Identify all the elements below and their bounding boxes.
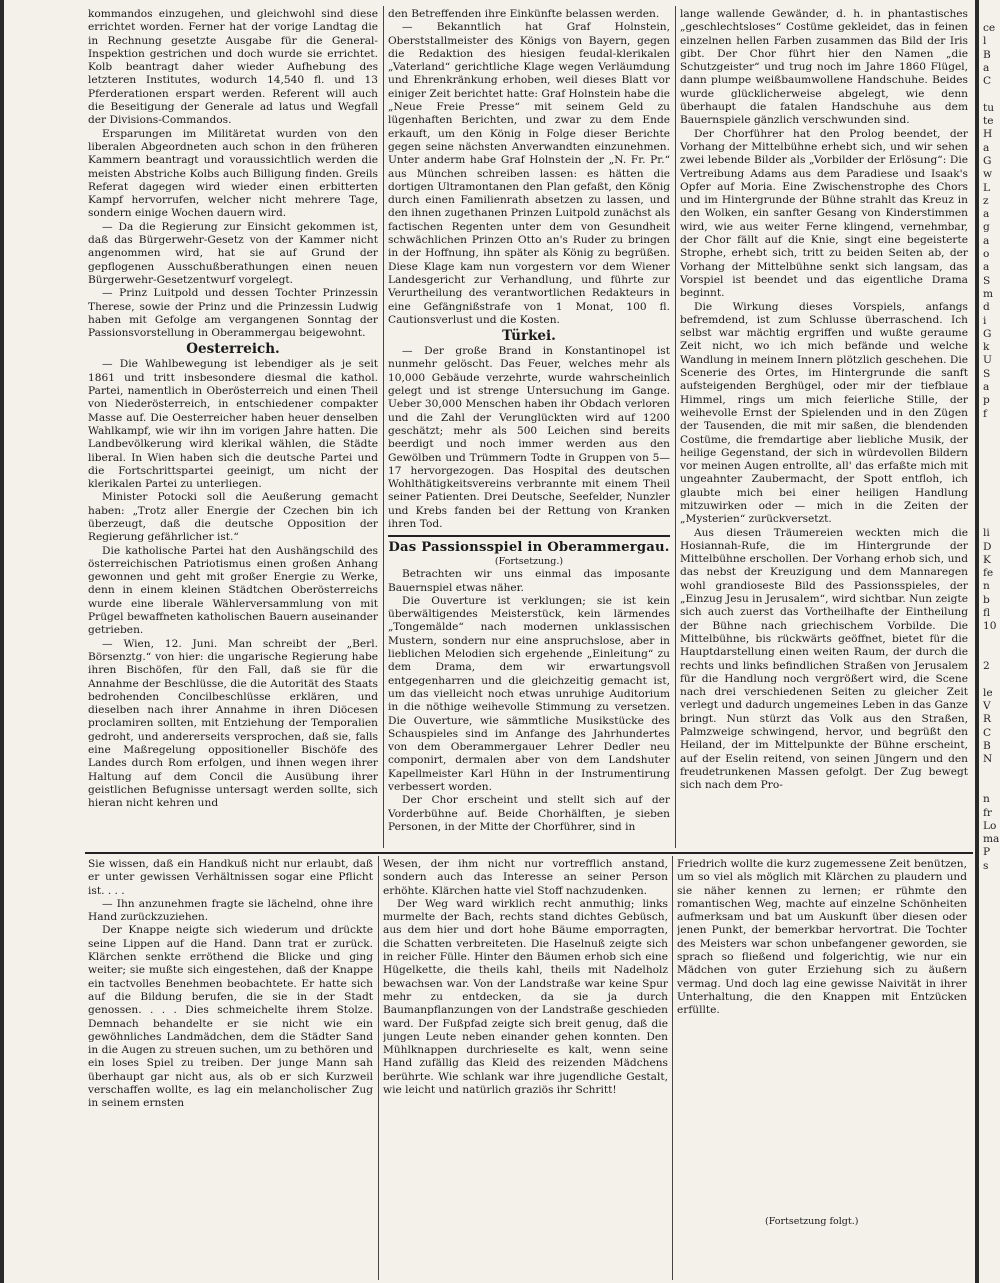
paragraph: Die katholische Partei hat den Aushängschild des österreichischen Patriotismus einen großen Anhang gewonnen und geht mit großer Energie zu Werke, denn in einem kleinen Städtchen Oberösterreichs wurde eine liberale Wählerversammlung von mit Prügel bewaffneten katholischen Bauern auseinander getrieben. (88, 544, 378, 637)
edge-fragment (983, 780, 1000, 793)
paragraph: Betrachten wir uns einmal das imposante Bauernspiel etwas näher. (388, 568, 670, 594)
section-heading-oesterreich: Oesterreich. (186, 341, 280, 358)
neighbour-page-fragments (983, 22, 1000, 1272)
edge-fragment: C (983, 75, 992, 88)
edge-fragment: z (983, 194, 989, 207)
paragraph: den Betreffenden ihre Einkünfte belassen werden. (388, 8, 660, 20)
edge-fragment: tu (983, 101, 995, 114)
edge-fragment: l (983, 35, 987, 48)
edge-fragment: m (983, 287, 994, 300)
column-divider (672, 856, 673, 1280)
serial-column-3 (677, 858, 967, 1218)
edge-fragment: i (983, 314, 987, 327)
edge-fragment: s (983, 859, 989, 872)
edge-fragment: D (983, 540, 992, 553)
edge-fragment (983, 448, 1000, 461)
edge-fragment: G (983, 154, 992, 167)
column-1 (88, 8, 378, 848)
paragraph: — Da die Regierung zur Einsicht gekommen ist, daß das Bürgerwehr-Gesetz von der Kammer nicht angenommen wird, hat sie auf Grund der gepflogenen Ausschußberathungen einen neuen Bürgerwehr-Gesetzentwurf vorgelegt. (88, 220, 378, 286)
paragraph: — Bekanntlich hat Graf Holnstein, Oberststallmeister des Königs von Bayern, gegen die Redaktion des hiesigen feudal-klerikalen „Vaterland“ gerichtliche Klage wegen Verläumdung und Ehrenkränkung erhoben, weil dieses Blatt vor einiger Zeit berichtet hatte: Graf Holnstein habe die „Neue Freie Presse“ mit seinem Geld zu lügenhaften Berichten, und zwar zu dem Ende erkauft, um den König in Folge dieser Berichte gegen seine nächsten Anverwandten einzunehmen. Unter anderm habe Graf Holnstein der „N. Fr. Pr.“ aus München schreiben lassen: es hätten die dortigen Ultramontanen den Plan gefaßt, den König durch einen Familienrath absetzen zu lassen, und den ihnen zugethanen Prinzen Luitpold zunächst als factischen Regenten unter dem von Gesundheit schwächlichen Prinzen Otto an's Ruder zu bringen in der Hoffnung, ihn später als König zu begrüßen. Diese Klage kam nun vorgestern vor dem Wiener Landesgericht zur Verhandlung, und führte zur Verurtheilung des verantwortlichen Redakteurs in eine Gefängnißstrafe von 1 Monat, 100 fl. Cautionsverlust und die Kosten. (388, 21, 670, 326)
paragraph: — Die Wahlbewegung ist lebendiger als je seit 1861 und tritt insbesondere diesmal die kathol. Partei, namentlich in Oberösterreich und einen Theil von Niederösterreich, in entschiedener compakter Masse auf. Die Oesterreicher haben heuer denselben Wahlkampf, wie wir ihn im vorigen Jahre hatten. Die Landbevölkerung wird klerikal wählen, die Städte liberal. In Wien haben sich die deutsche Partei und die Fortschrittspartei geeinigt, um nicht der klerikalen Partei zu unterliegen. (88, 358, 378, 491)
paragraph: Sie wissen, daß ein Handkuß nicht nur erlaubt, daß er unter gewissen Verhältnissen sogar eine Pflicht ist. . . . (88, 858, 373, 897)
edge-fragment (983, 634, 1000, 647)
edge-fragment: b (983, 593, 990, 606)
edge-fragment: S (983, 274, 991, 287)
paragraph: Die Wirkung dieses Vorspiels, anfangs befremdend, ist zum Schlusse überraschend. Ich selbst war mächtig ergriffen und wußte geraume Zeit nicht, wo ich mich befände und welche Wandlung in meinem Innern plötzlich geschehen. Die Scenerie des Ortes, im Hintergrunde die sanft aufsteigenden Berghügel, oder mir der tiefblaue Himmel, rings um mich feierliche Stille, der weihevolle Ernst der Spielenden und in den Zügen der Tausenden, die mit mir saßen, die blendenden Costüme, die fremdartige aber liebliche Musik, der heilige Gegenstand, der sich in würdevollen Bildern vor meinen Augen entrollte, all' das erfaßte mich mit ungeahnter Zaubermacht, der Spott entfloh, ich glaubte mich bei einer heiligen Handlung mitzuwirken oder — mich in die Zeiten der „Mysterien“ zurückversetzt. (680, 300, 968, 526)
edge-fragment: V (983, 700, 991, 713)
paragraph: Der Weg ward wirklich recht anmuthig; links murmelte der Bach, rechts stand dichtes Gebüsch, aus dem hier und dort hohe Bäume emporragten, die Schatten verbreiteten. Die Haselnuß zeigte sich in reicher Fülle. Hinter den Bäumen erhob sich eine Hügelkette, die theils kahl, theils mit Nadelholz bewachsen war. Von der Landstraße war keine Spur mehr zu entdecken, da sie ja durch Baumanpflanzungen von der Landstraße geschieden ward. Der Fußpfad zeigte sich breit genug, daß die jungen Leute neben einander gehen konnten. Den Mühlknappen durchrieselte es kalt, wenn seine Hand zufällig das Kleid des reizenden Mädchens berührte. Wie schlank war ihre jugendliche Gestalt, wie leicht und natürlich graziös ihr Schritt! (383, 897, 668, 1097)
paragraph: Ersparungen im Militäretat wurden von den liberalen Abgeordneten auch schon in den früheren Kammern beantragt und voraussichtlich werden die meisten Abstriche Kolbs auch Billigung finden. Greils Referat dagegen wird wieder einen erbitterten Kampf hervorrufen, welcher nicht mehrere Tage, sondern einige Wochen dauern wird. (88, 127, 378, 220)
edge-fragment: ce (983, 22, 996, 34)
page-left-edge (0, 0, 4, 1283)
edge-fragment: 2 (983, 660, 990, 673)
edge-fragment: le (983, 686, 993, 699)
edge-fragment: a (983, 61, 990, 74)
edge-fragment: C (983, 726, 992, 739)
paragraph: — Wien, 12. Juni. Man schreibt der „Berl. Börsenztg.“ von hier: die ungarische Regierung habe ihren Bischöfen, für den Fall, daß sie für die Annahme der Beschlüsse, die die Autorität des Staats bedrohenden Concilbeschlüsse erklären, und dieselben nach ihrer Annahme in ihren Diöcesen proclamiren sollten, mit Entziehung der Temporalien gedroht, und andererseits versprochen, daß sie, falls eine Maßregelung oppositioneller Bischöfe des Landes durch Rom erfolgen, und ihnen wegen ihrer Haltung auf dem Concil die Ausübung ihrer geistlichen Befugnisse untersagt werden sollte, sich hieran nicht kehren und (88, 637, 378, 810)
paragraph: Der Knappe neigte sich wiederum und drückte seine Lippen auf die Hand. Dann trat er zurück. Klärchen senkte erröthend die Blicke und ging weiter; sie mußte sich eingestehen, daß der Knappe ein tactvolles Benehmen beobachtete. Er hatte sich auf die Bildung berufen, die sie in der Stadt genossen. . . . Dies schmeichelte ihrem Stolze. Demnach behandelte er sie nicht wie ein gewöhnliches Landmädchen, dem die Städter Sand in die Augen zu streuen suchen, um zu bethören und ein loses Spiel zu treiben. Der junge Mann sah überhaupt gar nicht aus, als ob er sich Kurzweil verschaffen wollte, es lag ein melancholischer Zug in seinem ernsten (88, 924, 373, 1110)
edge-fragment: fr (983, 806, 992, 819)
edge-fragment: n (983, 580, 990, 593)
paragraph: Minister Potocki soll die Aeußerung gemacht haben: „Trotz aller Energie der Czechen bin ich überzeugt, daß die deutsche Opposition der Regierung gefährlicher ist.“ (88, 491, 378, 544)
edge-fragment (983, 487, 1000, 500)
serial-column-1 (88, 858, 373, 1278)
edge-fragment: a (983, 141, 990, 154)
edge-fragment: a (983, 208, 990, 221)
paragraph: kommandos einzugehen, und gleichwohl sind diese errichtet worden. Ferner hat der vorige Landtag die in Rechnung gesetzte Ausgabe für die General-Inspektion gestrichen und doch wurde sie errichtet. Kolb beantragt daher wieder Aufhebung des letzteren Institutes, wodurch 14,540 fl. und 13 Pferderationen erspart werden. Referent will auch die Beseitigung der Generale ad latus und Wegfall der Divisions-Commandos. (88, 8, 378, 127)
edge-fragment (983, 647, 1000, 660)
edge-fragment: li (983, 527, 990, 540)
column-3 (680, 8, 968, 848)
edge-fragment: R (983, 713, 991, 726)
edge-fragment: 10 (983, 620, 997, 633)
paragraph: Die Ouverture ist verklungen; sie ist kein überwältigendes Meisterstück, kein lärmendes „Tongemälde“ nach modernen unklassischen Mustern, sondern nur eine anspruchslose, aber in lieblichen Melodien sich ergehende „Einleitung“ zu dem Drama, dem wir erwartungsvoll entgegenharren und die gleichzeitig gemacht ist, um das vielleicht noch etwas unruhige Auditorium in die nöthige weihevolle Stimmung zu versetzen. Die Ouverture, wie sämmtliche Musikstücke des Schauspieles sind im Anfange des Jahrhundertes von dem Oberammergauer Lehrer Dedler neu componirt, dermalen aber von dem Landshuter Kapellmeister Karl Hühn in der Instrumentirung verbessert worden. (388, 594, 670, 794)
edge-fragment (983, 434, 1000, 447)
edge-fragment: a (983, 234, 990, 247)
column-divider (378, 856, 379, 1280)
edge-fragment (983, 474, 1000, 487)
edge-fragment: a (983, 381, 990, 394)
edge-fragment: d (983, 301, 990, 314)
paragraph: Wesen, der ihm nicht nur vortrefflich anstand, sondern auch das Interesse an seiner Person erhöhte. Klärchen hatte viel Stoff nachzudenken. (383, 858, 668, 897)
column-2 (388, 8, 670, 848)
paragraph: Der Chor erscheint und stellt sich auf der Vorderbühne auf. Beide Chorhälften, je sieben Personen, in der Mitte der Chorführer, sind in (388, 794, 670, 833)
edge-fragment: P (983, 846, 991, 859)
edge-fragment: N (983, 753, 993, 766)
edge-fragment: g (983, 221, 990, 234)
continued-note: (Fortsetzung folgt.) (765, 1216, 859, 1227)
edge-fragment (983, 674, 1000, 687)
edge-fragment (983, 501, 1000, 514)
serial-column-2 (383, 858, 668, 1278)
edge-fragment: fl (983, 607, 991, 620)
edge-fragment: w (983, 168, 993, 181)
edge-fragment (983, 461, 1000, 474)
edge-fragment (983, 421, 1000, 434)
paragraph: Friedrich wollte die kurz zugemessene Zeit benützen, um so viel als möglich mit Klärchen zu plaudern und sie näher kennen zu lernen; er rühmte den romantischen Weg, machte auf einzelne Schönheiten aufmerksam und bat um Auskunft über diesen oder jenen Punkt, der bemerkbar hervortrat. Die Tochter des Meisters war schon unbefangener geworden, sie sprach so fließend und folgerichtig, wie nur ein Mädchen von guter Erziehung sich zu äußern vermag. Und doch lag eine gewisse Naivität in ihrer Unterhaltung, die den Knappen mit Entzücken erfüllte. (677, 858, 967, 1017)
edge-fragment: o (983, 248, 990, 261)
feuilleton-title: Das Passionsspiel in Oberammergau. (388, 540, 670, 556)
edge-fragment: L (983, 181, 991, 194)
edge-fragment: K (983, 553, 991, 566)
edge-fragment (983, 88, 1000, 101)
edge-fragment: f (983, 407, 987, 420)
edge-fragment: a (983, 261, 990, 274)
section-heading-tuerkei: Türkei. (502, 328, 556, 345)
column-divider (383, 6, 384, 848)
paragraph: — Ihn anzunehmen fragte sie lächelnd, ohne ihre Hand zurückzuziehen. (88, 897, 373, 924)
paragraph: Aus diesen Träumereien weckten mich die Hosiannah-Rufe, die im Hintergrunde der Mittelbühne erschollen. Der Vorhang erhob sich, und das nebst der Kreuzigung und dem Mannaregen wohl grandioseste Bild des Passionsspieles, der „Einzug Jesu in Jerusalem“, wird sichtbar. Nun zeigte sich auch zuerst das Vortheilhafte der Eintheilung der Bühne nach griechischem Vorbilde. Die Mittelbühne, bis rückwärts geöffnet, bietet für die Hauptdarstellung einen weiten Raum, der durch die rechts und links befindlichen Straßen von Jerusalem für die Handlung noch vergrößert wird, die Scene nach drei verschiedenen Seiten zu gleicher Zeit verlegt und dadurch ungemeines Leben in das Ganze bringt. Nun stürzt das Volk aus den Straßen, Palmzweige schwingend, hervor, und begrüßt den Heiland, der im Mittelpunkte der Bühne erscheint, auf der Eselin reitend, von seinen Jüngern und den freudetrunkenen Massen gefolgt. Der Zug bewegt sich nach dem Pro- (680, 526, 968, 792)
edge-fragment: n (983, 793, 990, 806)
column-divider (675, 6, 676, 848)
page-right-edge (975, 0, 979, 1283)
edge-fragment: B (983, 48, 991, 61)
edge-fragment (983, 514, 1000, 527)
edge-fragment: U (983, 354, 992, 367)
feuilleton-separator (85, 852, 973, 854)
paragraph: — Prinz Luitpold und dessen Tochter Prinzessin Therese, sowie der Prinz und die Prinzessin Ludwig haben mit Gefolge am vergangenen Sonntag der Passionsvorstellung in Oberammergau beigewohnt. (88, 287, 378, 340)
edge-fragment: G (983, 327, 992, 340)
paragraph: lange wallende Gewänder, d. h. in phantastisches „geschlechtsloses“ Costüme gekleidet, das in feinen einzelnen hellen Farben zusammen das Bild der Iris gibt. Der Chor führt hier den Namen „die Schutzgeister“ und trug noch im Jahre 1860 Flügel, dann plumpe weißbaumwollene Handschuhe. Beides wurde glücklicherweise abgelegt, wie denn überhaupt die fatalen Handschuhe aus dem Bauernspiele gänzlich verschwunden sind. (680, 8, 968, 127)
edge-fragment (983, 767, 1000, 780)
paragraph: — Der große Brand in Konstantinopel ist nunmehr gelöscht. Das Feuer, welches mehr als 10,000 Gebäude verzehrte, wurde wahrscheinlich gelegt und ist strenge Untersuchung im Gange. Ueber 30,000 Menschen haben ihr Obdach verloren und die Zahl der Verunglückten wird auf 1200 geschätzt; mehr als 500 Leichen sind bereits beerdigt und noch immer werden aus den Gewölben und Trümmern Todte in Gruppen von 5—17 hervorgezogen. Das Hospital des deutschen Wohlthätigkeitsvereins verbrannte mit einem Theil seiner Patienten. Drei Deutsche, Seefelder, Nunzler und Krebs fanden bei der Rettung von Kranken ihren Tod. (388, 345, 670, 530)
feuilleton-subtitle: (Fortsetzung.) (494, 556, 564, 568)
edge-fragment: H (983, 128, 993, 141)
edge-fragment: B (983, 740, 991, 753)
edge-fragment: ma (983, 833, 1000, 846)
edge-fragment: Lo (983, 819, 997, 832)
edge-fragment: fe (983, 567, 994, 580)
edge-fragment: te (983, 115, 994, 128)
edge-fragment: k (983, 341, 990, 354)
edge-fragment: p (983, 394, 990, 407)
paragraph: Der Chorführer hat den Prolog beendet, der Vorhang der Mittelbühne erhebt sich, und wir sehen zwei lebende Bilder als „Vorbilder der Erlösung“: Die Vertreibung Adams aus dem Paradiese und Isaak's Opfer auf Moria. Eine Zwischenstrophe des Chors und im Hintergrunde der Bühne strahlt das Kreuz in den Wolken, ein sanfter Gesang von Kinderstimmen wird, wie aus weiter Ferne klingend, vernehmbar, der Chor fällt auf die Knie, singt eine begeisterte Strophe, erhebt sich, tritt zu beiden Seiten ab, der Vorhang der Mittelbühne senkt sich langsam, das Vorspiel ist beendet und das eigentliche Drama beginnt. (680, 127, 968, 300)
edge-fragment: S (983, 367, 991, 380)
